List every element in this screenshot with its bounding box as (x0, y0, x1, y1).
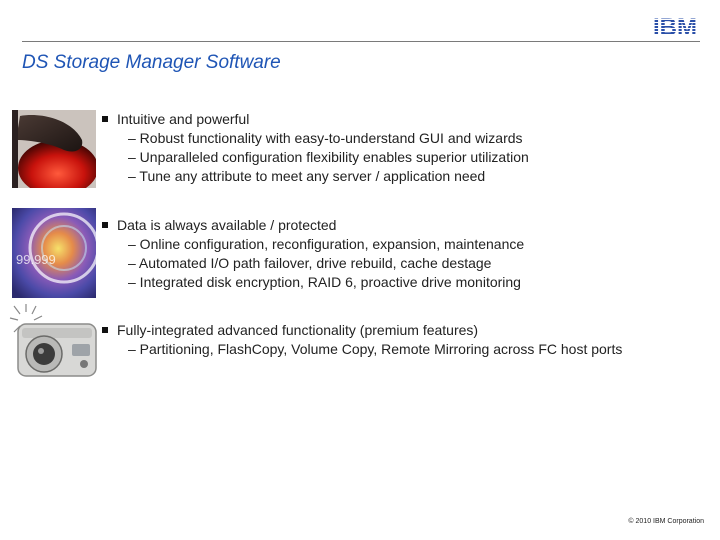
square-bullet-icon (102, 222, 108, 228)
bullet-heading: Data is always available / protected (117, 217, 337, 233)
header-rule (22, 41, 700, 42)
camera-image (8, 302, 100, 380)
bullet-heading: Intuitive and powerful (117, 111, 250, 127)
bullet-item (102, 216, 702, 235)
sub-item: – Partitioning, FlashCopy, Volume Copy, Remote Mirroring across FC host ports (128, 341, 623, 357)
feature-section-advanced (102, 321, 702, 359)
copyright-footer: © 2010 IBM Corporation (628, 518, 704, 525)
feature-section-intuitive (102, 110, 702, 186)
sub-item: – Robust functionality with easy-to-understand GUI and wizards (128, 130, 523, 146)
sub-item: – Automated I/O path failover, drive rebuild, cache destage (128, 255, 492, 271)
sub-item: – Online configuration, reconfiguration, expansion, maintenance (128, 236, 525, 252)
feature-section-availability (102, 216, 702, 292)
sub-item: – Integrated disk encryption, RAID 6, proactive drive monitoring (128, 274, 521, 290)
square-bullet-icon (102, 327, 108, 333)
page-title: DS Storage Manager Software (22, 52, 281, 73)
sub-item: – Tune any attribute to meet any server / application need (128, 168, 486, 184)
swirl-image-number: 99.999 (16, 252, 56, 267)
ibm-logo (650, 14, 700, 38)
ibm-logo-text: IBM (653, 14, 697, 38)
bullet-item (102, 321, 702, 340)
availability-swirl-image (12, 208, 96, 298)
bullet-item (102, 110, 702, 129)
sub-item: – Unparalleled configuration flexibility enables superior utilization (128, 149, 529, 165)
square-bullet-icon (102, 116, 108, 122)
bullet-heading: Fully-integrated advanced functionality (premium features) (117, 322, 479, 338)
red-button-photo (12, 110, 96, 188)
